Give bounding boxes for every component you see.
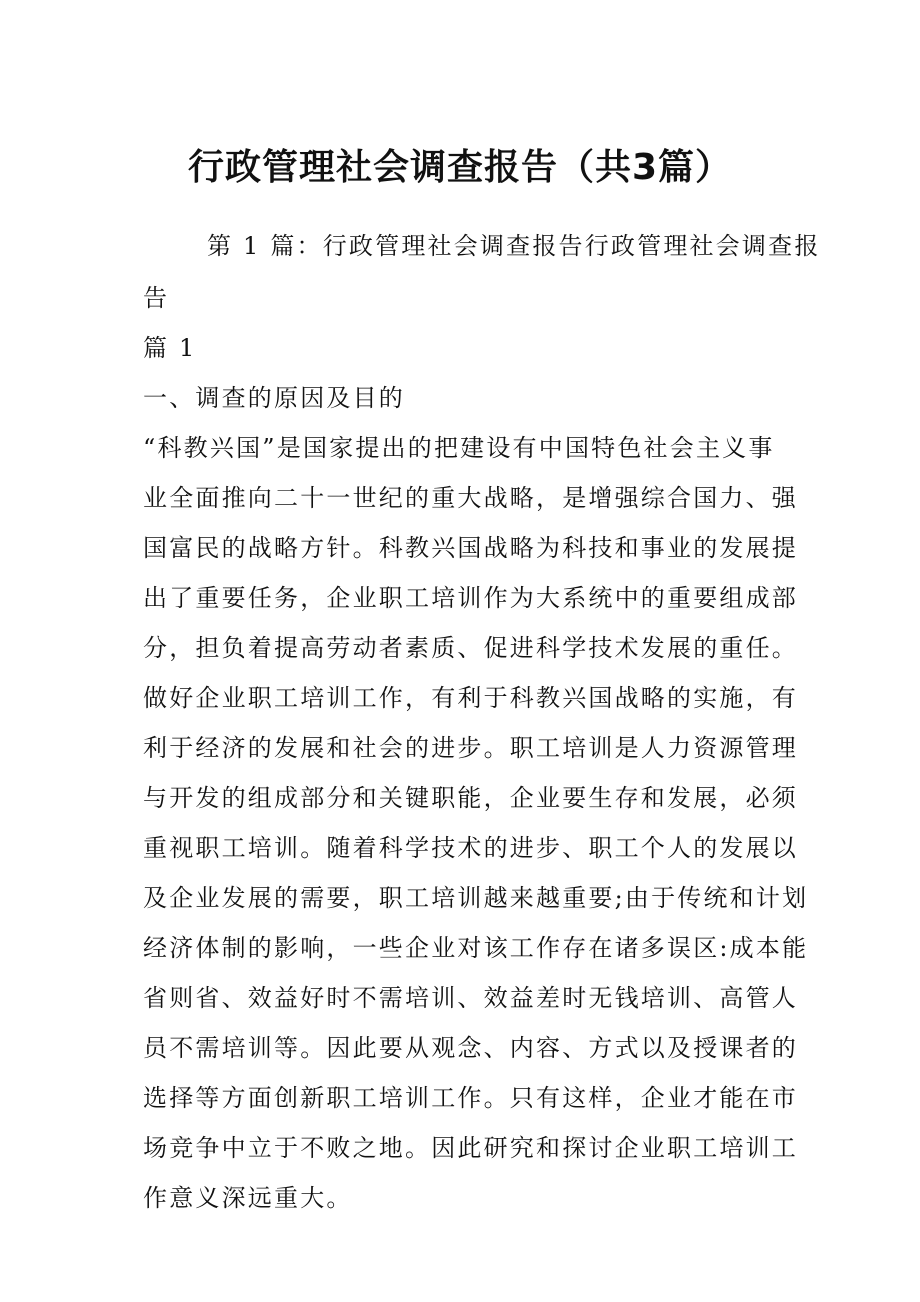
paragraph-line: 及企业发展的需要，职工培训越来越重要;由于传统和计划 — [143, 884, 809, 912]
section-label: 篇 1 — [143, 334, 197, 362]
document-title: 行政管理社会调查报告（共3篇） — [187, 147, 733, 188]
paragraph-line: 与开发的组成部分和关键职能，企业要生存和发展，必须 — [143, 784, 798, 812]
paragraph-line: 业全面推向二十一世纪的重大战略，是增强综合国力、强 — [143, 484, 798, 512]
paragraph-line: 选择等方面创新职工培训工作。只有这样，企业才能在市 — [143, 1084, 798, 1112]
paragraph-line: “科教兴国”是国家提出的把建设有中国特色社会主义事 — [143, 434, 775, 462]
paragraph-line: 作意义深远重大。 — [143, 1184, 353, 1212]
paragraph-line: 利于经济的发展和社会的进步。职工培训是人力资源管理 — [143, 734, 798, 762]
paragraph-line: 重视职工培训。随着科学技术的进步、职工个人的发展以 — [143, 834, 798, 862]
paragraph-line: 场竞争中立于不败之地。因此研究和探讨企业职工培训工 — [143, 1134, 798, 1162]
paragraph-line: 做好企业职工培训工作，有利于科教兴国战略的实施，有 — [143, 684, 798, 712]
paragraph-line: 经济体制的影响，一些企业对该工作存在诸多误区:成本能 — [143, 934, 809, 962]
paragraph-line: 省则省、效益好时不需培训、效益差时无钱培训、高管人 — [143, 984, 798, 1012]
paragraph-line: 员不需培训等。因此要从观念、内容、方式以及授课者的 — [143, 1034, 798, 1062]
paragraph-line: 分，担负着提高劳动者素质、促进科学技术发展的重任。 — [143, 634, 798, 662]
section-heading: 一、调查的原因及目的 — [143, 384, 405, 412]
chapter-heading-line-1: 第 1 篇：行政管理社会调查报告行政管理社会调查报 — [207, 232, 821, 260]
paragraph-line: 国富民的战略方针。科教兴国战略为科技和事业的发展提 — [143, 534, 798, 562]
paragraph-line: 出了重要任务，企业职工培训作为大系统中的重要组成部 — [143, 584, 798, 612]
chapter-heading-line-2: 告 — [143, 284, 170, 312]
